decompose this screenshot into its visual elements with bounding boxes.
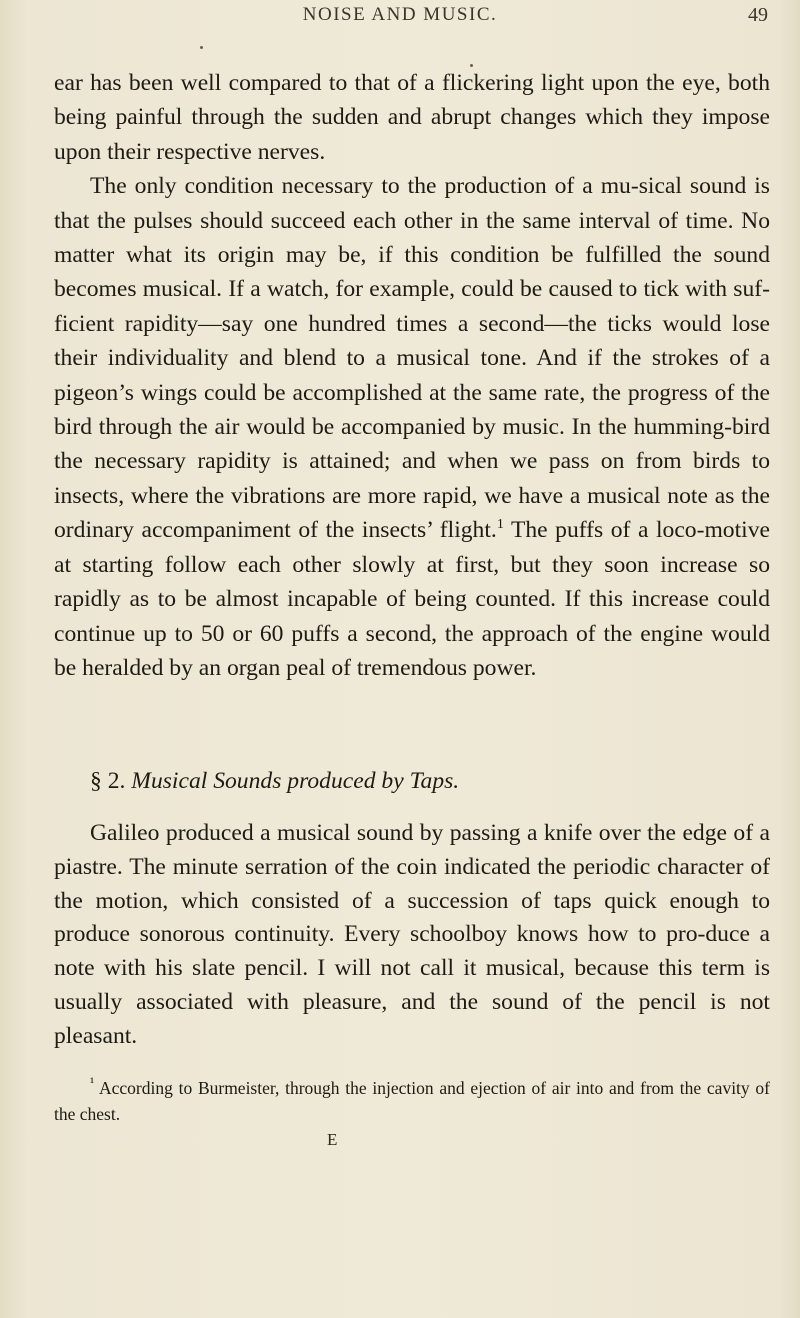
- main-text: [54, 66, 770, 685]
- page-header: [0, 0, 800, 40]
- paper-speck: [200, 46, 203, 49]
- section-number: § 2.: [90, 768, 126, 794]
- paper-speck: [470, 64, 473, 67]
- footnote-text: According to Burmeister, through the injection and ejection of air into and from the cavity of the chest.: [54, 1078, 770, 1124]
- paragraph-text: The only condition necessary to the production of a mu-sical sound is that the pulses should succeed each other in the same interval of time. No matter what its origin may be, if this condition be fulfilled the sound becomes musical. If a watch, for example, could be caused to tick with suf-ficient rapidity—say one hundred times a second—the ticks would lose their individuality and blend to a musical tone. And if the strokes of a pigeon’s wings could be accomplished at the same rate, the progress of the bird through the air would be accompanied by music. In the humming-bird the necessary rapidity is attained; and when we pass on from birds to insects, where the vibrations are more rapid, we have a musical note as the ordinary accompaniment of the insects’ flight.: [54, 173, 770, 544]
- paragraph-galileo: Galileo produced a musical sound by passing a knife over the edge of a piastre. The minute serration of the coin indicated the periodic character of the motion, which consisted of a succession of taps quick enough to produce sonorous continuity. Every schoolboy knows how to pro-duce a note with his slate pencil. I will not call it musical, because this term is usually associated with pleasure, and the sound of the pencil is not pleasant.: [54, 820, 770, 1049]
- paragraph-continued: ear has been well compared to that of a flickering light upon the eye, both being painful through the sudden and abrupt changes which they impose upon their respective nerves.: [54, 70, 770, 165]
- footnote-reference: 1: [496, 517, 504, 533]
- paragraph-musical-sound: [54, 169, 770, 685]
- signature-mark: E: [327, 1130, 338, 1149]
- running-head: NOISE AND MUSIC.: [302, 4, 498, 25]
- section-title: Musical Sounds produced by Taps.: [131, 768, 460, 794]
- footnote: [54, 1075, 770, 1127]
- paragraph-text-continued: The puffs of a loco-motive at starting follow each other slowly at first, but they soon increase so rapidly as to be almost incapable of being counted. If this increase could continue up to 50 or 60 puffs a second, the approach of the engine would be heralded by an organ peal of tremendous power.: [54, 517, 770, 681]
- footnote-marker: ¹: [90, 1076, 95, 1092]
- page-number: 49: [748, 4, 768, 26]
- section-text: [54, 817, 770, 1054]
- footnote-paragraph: [54, 1075, 770, 1127]
- section-heading: [90, 765, 770, 797]
